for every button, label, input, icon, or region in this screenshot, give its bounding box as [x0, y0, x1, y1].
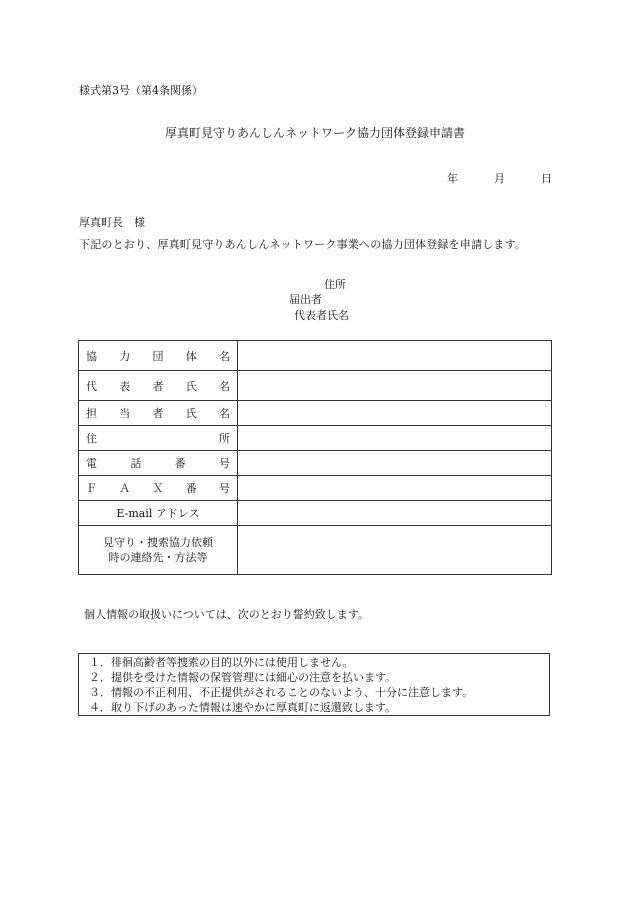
form-row [79, 401, 552, 426]
form-row-label-char: 者 [152, 379, 164, 393]
form-row [79, 341, 552, 371]
form-row-label-char: 番 [174, 457, 186, 470]
form-row-label-char: 号 [219, 482, 230, 495]
form-row-label [79, 451, 238, 476]
form-row-label-char: 体 [185, 349, 197, 363]
form-row-label [79, 401, 238, 426]
registration-form-table [78, 340, 552, 575]
terms-item: １．徘徊高齢者等捜索の目的以外には使用しません。 [89, 656, 354, 669]
form-row-value-field[interactable] [238, 426, 552, 451]
form-number: 様式第3号（第4条関係） [79, 84, 203, 97]
application-statement: 下記のとおり、厚真町見守りあんしんネットワーク事業への協力団体登録を申請します。 [79, 238, 527, 251]
form-row-label-char: 番 [185, 482, 197, 495]
form-row-label: E-mail アドレス [79, 501, 238, 526]
form-row-label-char: 代 [86, 379, 97, 393]
form-row-value-field[interactable] [238, 401, 552, 426]
form-row-label-char: Ａ [119, 482, 131, 495]
terms-box [78, 653, 550, 716]
form-row [79, 501, 552, 526]
form-row-label-char: 氏 [185, 379, 197, 393]
form-row-label-line: 見守り・捜索協力依頼 [103, 536, 213, 549]
date-day-label: 日 [541, 172, 552, 185]
terms-item: ３．情報の不正利用、不正提供がされることのないよう、十分に注意します。 [89, 686, 474, 699]
form-row-label-char: 名 [219, 407, 230, 420]
form-row-label [79, 371, 238, 401]
form-row-label [79, 426, 238, 451]
form-row-label-char: 氏 [185, 407, 197, 420]
form-row-label [79, 341, 238, 371]
applicant-address-label: 住所 [324, 278, 346, 291]
form-row-value-field[interactable] [238, 341, 552, 371]
form-row-label-char: 当 [119, 407, 131, 420]
form-row-label-char: 団 [152, 349, 164, 363]
form-row-label [79, 476, 238, 501]
form-row-label-char: Ｘ [152, 482, 164, 495]
form-row-label-char: 話 [130, 457, 142, 470]
form-row-label-char: 名 [219, 349, 230, 363]
form-row-label-line: 時の連絡先・方法等 [108, 551, 208, 564]
form-row-label-char: 号 [218, 457, 230, 470]
applicant-filer-label: 届出者 [289, 293, 322, 306]
form-row-label-char: 者 [152, 407, 164, 420]
document-title: 厚真町見守りあんしんネットワーク協力団体登録申請書 [164, 126, 465, 140]
form-row-label [79, 526, 238, 575]
form-row [79, 526, 552, 575]
form-row-value-field[interactable] [238, 501, 552, 526]
privacy-statement: 個人情報の取扱いについては、次のとおり誓約致します。 [84, 608, 369, 621]
addressee: 厚真町長 様 [79, 216, 145, 229]
form-row [79, 426, 552, 451]
form-row [79, 451, 552, 476]
form-row-value-field[interactable] [238, 476, 552, 501]
terms-item: ４．取り下げのあった情報は速やかに厚真町に返還致します。 [89, 701, 397, 714]
form-row-label-char: Ｆ [86, 482, 97, 495]
date-year-label: 年 [447, 172, 458, 185]
form-row [79, 476, 552, 501]
form-row-label-char: 力 [119, 349, 131, 363]
form-row [79, 371, 552, 401]
form-row-label-char: 住 [86, 432, 97, 445]
form-row-label-char: 担 [86, 407, 97, 420]
form-row-label-char: 名 [219, 379, 230, 393]
form-row-label-char: 電 [86, 457, 97, 470]
form-row-label-char: 協 [86, 349, 97, 363]
form-row-value-field[interactable] [238, 451, 552, 476]
terms-item: ２．提供を受けた情報の保管管理には細心の注意を払います。 [89, 671, 397, 684]
date-line [447, 170, 552, 186]
form-row-label-char: 表 [119, 379, 131, 393]
form-row-value-field[interactable] [238, 371, 552, 401]
form-row-value-field[interactable] [238, 526, 552, 575]
applicant-representative-label: 代表者氏名 [294, 309, 349, 322]
form-row-label-char: 所 [219, 432, 230, 445]
date-month-label: 月 [494, 172, 505, 185]
